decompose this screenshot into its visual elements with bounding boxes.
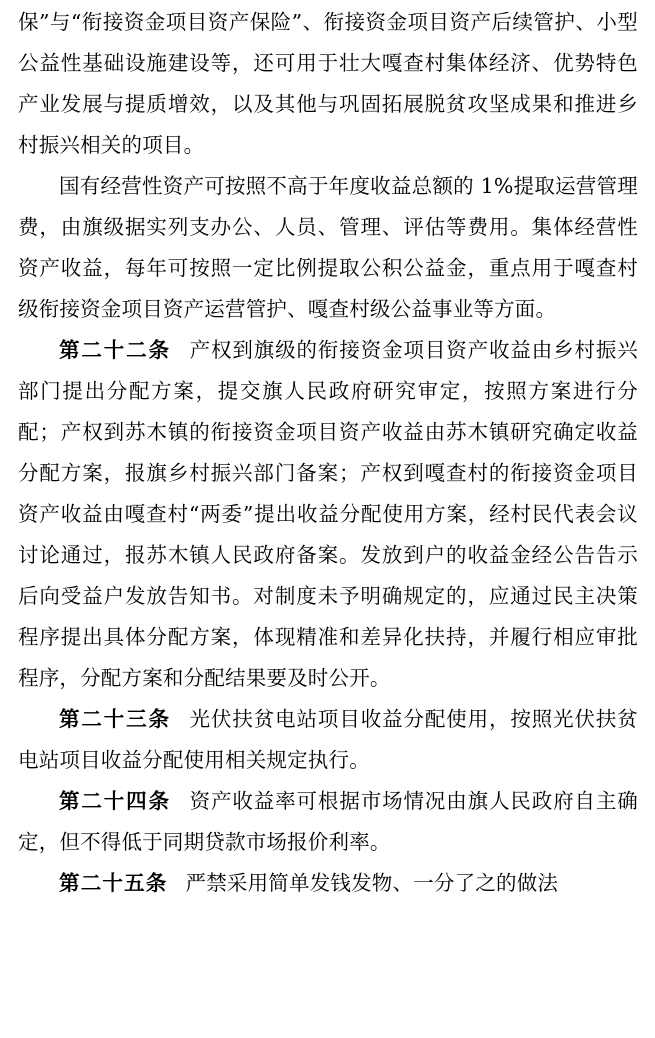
paragraph-text: 保”与“衔接资金项目资产保险”、衔接资金项目资产后续管护、小型公益性基础设施建设等，还可用于壮大嘎查村集体经济、优势特色产业发展与提质增效，以及其他与巩固拓展脱贫攻坚成果和推进乡村振兴相关的项目。: [18, 10, 638, 157]
article-heading: 第二十四条: [59, 789, 171, 813]
paragraph: [18, 699, 638, 781]
paragraph: [18, 781, 638, 863]
paragraph: [18, 330, 638, 699]
paragraph: [18, 2, 638, 166]
paragraph: [18, 863, 638, 904]
article-heading: 第二十五条: [59, 871, 168, 895]
paragraph-text: 国有经营性资产可按照不高于年度收益总额的 1%提取运营管理费，由旗级据实列支办公、人员、管理、评估等费用。集体经营性资产收益，每年可按照一定比例提取公积公益金，重点用于嘎查村级衔接资金项目资产运营管护、嘎查村级公益事业等方面。: [18, 174, 638, 321]
paragraph-text: 严禁采用简单发钱发物、一分了之的做法: [185, 871, 559, 895]
paragraph: [18, 166, 638, 330]
article-heading: 第二十二条: [59, 338, 171, 362]
paragraph-text: 光伏扶贫电站项目收益分配使用，按照光伏扶贫电站项目收益分配使用相关规定执行。: [18, 707, 639, 772]
document-body: [18, 2, 638, 904]
paragraph-text: 资产收益率可根据市场情况由旗人民政府自主确定，但不得低于同期贷款市场报价利率。: [18, 789, 639, 854]
paragraph-text: 产权到旗级的衔接资金项目资产收益由乡村振兴部门提出分配方案，提交旗人民政府研究审定，按照方案进行分配；产权到苏木镇的衔接资金项目资产收益由苏木镇研究确定收益分配方案，报旗乡村振兴部门备案；产权到嘎查村的衔接资金项目资产收益由嘎查村“两委”提出收益分配使用方案，经村民代表会议讨论通过，报苏木镇人民政府备案。发放到户的收益金经公告告示后向受益户发放告知书。对制度未予明确规定的，应通过民主决策程序提出具体分配方案，体现精准和差异化扶持，并履行相应审批程序，分配方案和分配结果要及时公开。: [18, 338, 639, 690]
article-heading: 第二十三条: [59, 707, 171, 731]
